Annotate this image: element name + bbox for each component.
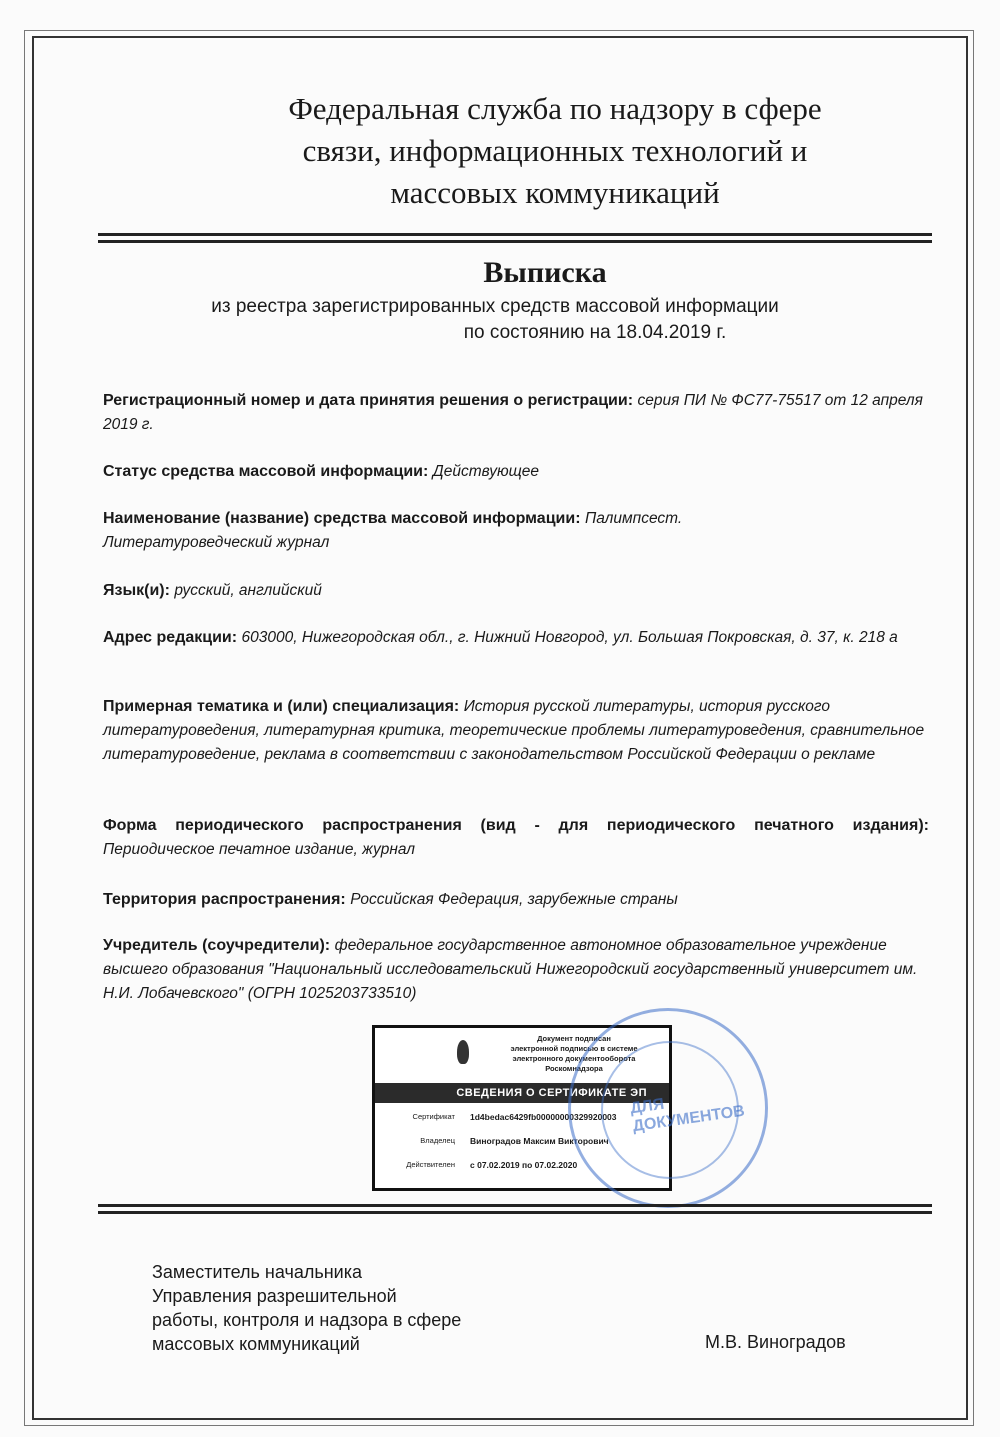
field-name (103, 507, 783, 555)
state-date: по состоянию на 18.04.2019 г. (463, 322, 727, 343)
field-value: серия ПИ № ФС77-75517 от 12 апреля 2019 г. (103, 392, 923, 433)
field-status (103, 460, 929, 484)
field-label: Примерная тематика и (или) специализация: (103, 698, 460, 715)
field-label: Форма периодического распространения (вид - для периодического печатного издания): (103, 817, 929, 834)
field-label: Регистрационный номер и дата принятия решения о регистрации: (103, 392, 634, 409)
field-topics (103, 695, 929, 767)
field-value: федеральное государственное автономное образовательное учреждение высшего образования "Национальный исследовательский Нижегородский государственный университет им. Н.И. Лобачевского" (ОГРН 1025203733510) (103, 937, 918, 1002)
note-line: электронной подписью в системе (510, 1044, 638, 1053)
official-stamp (568, 1008, 768, 1208)
document-subtitle: из реестра зарегистрированных средств массовой информации (211, 296, 779, 317)
field-language (103, 579, 929, 603)
field-label: Территория распространения: (103, 891, 346, 908)
field-label: Статус средства массовой информации: (103, 463, 429, 480)
field-value: История русской литературы, история русского литературоведения, литературная критика, теоретические проблемы литературоведения, сравнительное литературоведение, реклама в соответствии с законодательством Российской Федерации о рекламе (103, 698, 925, 763)
signatory-name: М.В. Виноградов (705, 1332, 846, 1352)
field-value: 603000, Нижегородская обл., г. Нижний Новгород, ул. Большая Покровская, д. 37, к. 218 а (241, 629, 898, 646)
note-line: электронного документооборота (512, 1054, 636, 1063)
owner-value: Виноградов Максим Викторович (470, 1136, 609, 1146)
agency-line: связи, информационных технологий и (302, 133, 808, 168)
field-value: Палимпсест. Литературоведческий журнал (103, 510, 683, 551)
field-label: Учредитель (соучредители): (103, 937, 331, 954)
valid-label: Действителен (406, 1160, 455, 1169)
divider (98, 1204, 932, 1214)
field-value: Действующее (432, 463, 540, 480)
field-address (103, 626, 929, 650)
agency-line: массовых коммуникаций (390, 175, 720, 210)
field-label: Наименование (название) средства массовой информации: (103, 510, 581, 527)
position-line: работы, контроля и надзора в сфере (152, 1310, 462, 1330)
agency-line: Федеральная служба по надзору в сфере (288, 91, 822, 126)
position-line: массовых коммуникаций (152, 1334, 360, 1354)
position-line: Управления разрешительной (152, 1286, 397, 1306)
agency-name (200, 88, 910, 214)
certificate-header: СВЕДЕНИЯ О СЕРТИФИКАТЕ ЭП (375, 1083, 669, 1103)
field-value: русский, английский (174, 582, 322, 599)
stamp-text: ДЛЯ ДОКУМЕНТОВ (629, 1095, 746, 1136)
position-line: Заместитель начальника (152, 1262, 363, 1282)
valid-value: с 07.02.2019 по 07.02.2020 (470, 1160, 578, 1170)
document-title: Выписка (483, 256, 607, 289)
field-value: Российская Федерация, зарубежные страны (350, 891, 678, 908)
field-form (103, 814, 929, 862)
note-line: Роскомнадзора (545, 1064, 603, 1073)
cert-value: 1d4bedac6429fb00000000329920003 (470, 1112, 617, 1122)
note-line: Документ подписан (537, 1034, 611, 1043)
field-founder (103, 934, 929, 1006)
field-registration (103, 389, 929, 437)
emblem-icon (457, 1040, 469, 1064)
field-territory (103, 888, 929, 912)
signatory-position (152, 1260, 461, 1356)
owner-label: Владелец (420, 1136, 455, 1145)
cert-label: Сертификат (412, 1112, 455, 1121)
field-label: Язык(и): (103, 582, 170, 599)
field-label: Адрес редакции: (103, 629, 238, 646)
divider (98, 233, 932, 243)
field-value: Периодическое печатное издание, журнал (103, 841, 416, 858)
